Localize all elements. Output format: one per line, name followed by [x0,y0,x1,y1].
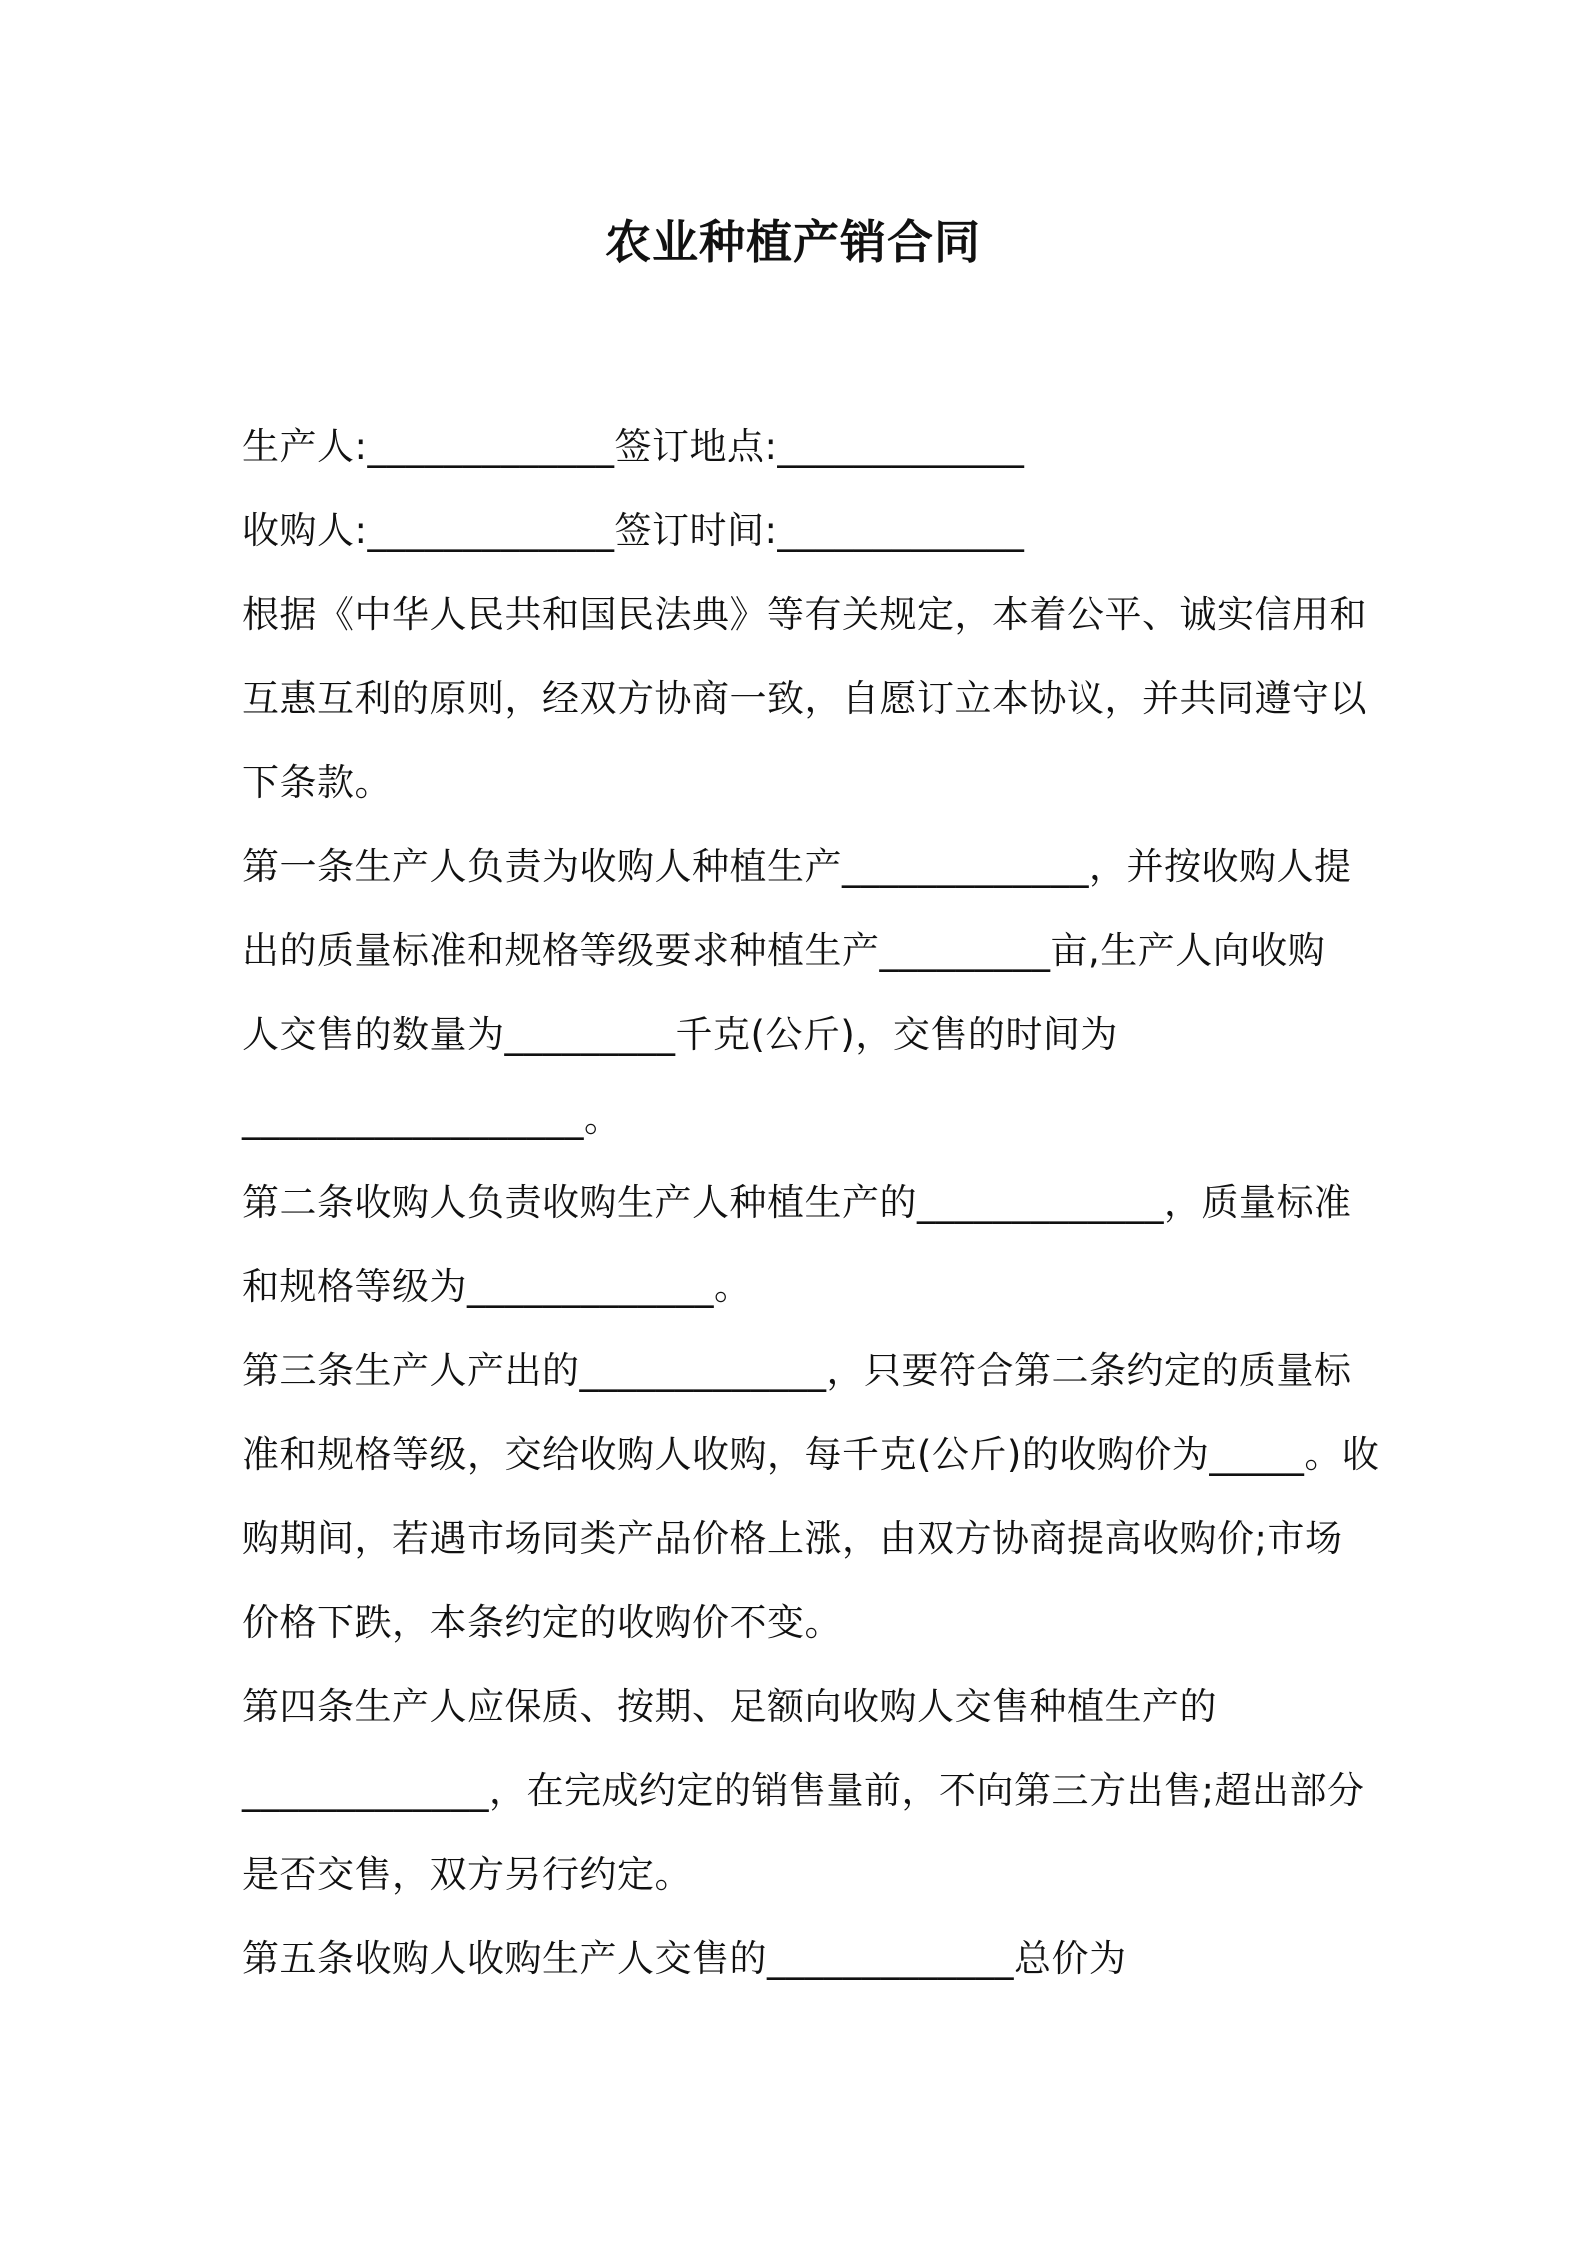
preamble-line: 下条款。 [242,761,392,804]
article-3-line: 购期间，若遇市场同类产品价格上涨，由双方协商提高收购价;市场 [242,1517,1343,1560]
preamble-line: 根据《中华人民共和国民法典》等有关规定，本着公平、诚实信用和 [242,593,1367,636]
article-4-line: 第四条生产人应保质、按期、足额向收购人交售种植生产的 [242,1685,1217,1728]
article-3-line: 第三条生产人产出的_____________，只要符合第二条约定的质量标 [242,1349,1352,1392]
article-1-line: 人交售的数量为_________千克(公斤)，交售的时间为 [242,1013,1118,1056]
producer-location-line: 生产人:_____________签订地点:_____________ [242,425,1025,468]
article-2-line: 和规格等级为_____________。 [242,1265,752,1308]
article-1-line: __________________。 [242,1097,622,1140]
preamble-line: 互惠互利的原则，经双方协商一致，自愿订立本协议，并共同遵守以 [242,677,1367,720]
article-1-line: 出的质量标准和规格等级要求种植生产_________亩,生产人向收购 [242,929,1326,972]
article-4-line: _____________，在完成约定的销售量前，不向第三方出售;超出部分 [242,1769,1365,1812]
article-4-line: 是否交售，双方另行约定。 [242,1853,692,1896]
article-3-line: 价格下跌，本条约定的收购价不变。 [242,1601,842,1644]
article-2-line: 第二条收购人负责收购生产人种植生产的_____________，质量标准 [242,1181,1352,1224]
document-body [242,405,1380,2001]
buyer-date-line: 收购人:_____________签订时间:_____________ [242,509,1025,552]
article-1-line: 第一条生产人负责为收购人种植生产_____________，并按收购人提 [242,845,1352,888]
document-title: 农业种植产销合同 [605,215,981,269]
article-3-line: 准和规格等级，交给收购人收购，每千克(公斤)的收购价为_____。收 [242,1433,1380,1476]
article-5-line: 第五条收购人收购生产人交售的_____________总价为 [242,1937,1127,1980]
